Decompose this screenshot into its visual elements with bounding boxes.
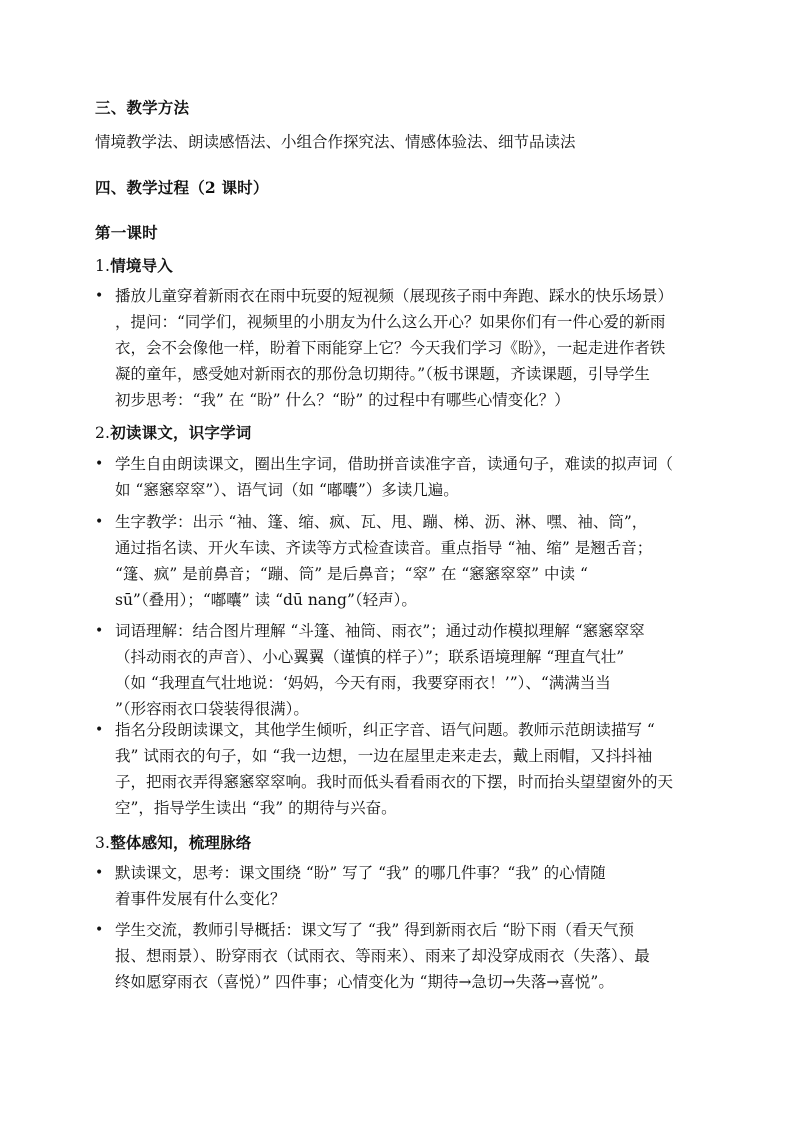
text-line: 播放儿童穿着新雨衣在雨中玩耍的短视频（展现孩子雨中奔跑、踩水的快乐场景） [115,287,674,305]
section-heading-teaching-methods: 三、教学方法 [95,98,190,117]
part-number: 2. [95,424,111,442]
text-line: 着事件发展有什么变化？ [115,890,286,908]
text-line: 通过指名读、开火车读、齐读等方式检查读音。重点指导 “袖、缩” 是翘舌音； [115,539,653,557]
text-line: 学生交流，教师引导概括：课文写了 “我” 得到新雨衣后 “盼下雨（看天气预 [115,921,635,939]
text-line: 学生自由朗读课文，圈出生字词，借助拼音读准字音，读通句子，难读的拟声词（ [115,455,674,473]
section-heading-teaching-process: 四、教学过程（2 课时） [95,178,269,197]
teaching-methods-list: 情境教学法、朗读感悟法、小组合作探究法、情感体验法、细节品读法 [95,133,576,151]
text-line: 终如愿穿雨衣（喜悦）” 四件事；心情变化为 “期待→急切→失落→喜悦”。 [115,973,614,991]
text-line: 如 “窸窸窣窣”）、语气词（如 “嘟囔”）多读几遍。 [115,481,459,499]
part-heading-2 [95,421,252,443]
lesson-title: 第一课时 [95,223,158,242]
text-line: 衣，会不会像他一样，盼着下雨能穿上它？今天我们学习《盼》，一起走进作者铁 [115,339,666,357]
part-title: 整体感知，梳理脉络 [110,833,252,852]
bullet-icon: • [95,865,104,881]
bullet-icon: • [95,922,104,938]
bullet-icon: • [95,288,104,304]
text-line: （抖动雨衣的声音）、小心翼翼（谨慎的样子）”；联系语境理解 “理直气壮” [115,648,625,666]
text-line: 生字教学：出示 “袖、篷、缩、疯、瓦、甩、蹦、梯、沥、淋、嘿、袖、筒”， [115,513,648,531]
text-line: 报、想雨景）、盼穿雨衣（试雨衣、等雨来）、雨来了却没穿成雨衣（失落）、最 [115,947,650,965]
text-line: 子，把雨衣弄得窸窸窣窣响。我时而低头看看雨衣的下摆，时而抬头望望窗外的天 [115,773,674,791]
bullet-icon: • [95,623,104,639]
part-heading-1 [95,254,173,276]
text-line: sū”（叠用）；“嘟囔” 读 “dū nang”（轻声）。 [115,591,417,609]
text-line: ，提问：“同学们，视频里的小朋友为什么这么开心？如果你们有一件心爱的新雨 [115,313,666,331]
text-line: 我” 试雨衣的句子，如 “我一边想，一边在屋里走来走去，戴上雨帽，又抖抖袖 [115,747,653,765]
part-heading-3 [95,831,252,853]
bullet-icon: • [95,722,104,738]
text-line: 凝的童年，感受她对新雨衣的那份急切期待。”（板书课题，齐读课题，引导学生 [115,365,650,383]
text-line: ”（形容雨衣口袋装得很满）。 [115,700,309,718]
text-line: 空”，指导学生读出 “我” 的期待与兴奋。 [115,799,397,817]
part-number: 1. [95,257,111,275]
bullet-icon: • [95,514,104,530]
part-title: 初读课文，识字学词 [110,423,252,442]
text-line: “篷、疯” 是前鼻音；“蹦、筒” 是后鼻音；“窣” 在 “窸窸窣窣” 中读 “ [115,565,588,583]
part-title: 情境导入 [110,256,174,275]
text-line: 指名分段朗读课文，其他学生倾听，纠正字音、语气问题。教师示范朗读描写 “ [115,721,655,739]
text-line: 默读课文，思考：课文围绕 “盼” 写了 “我” 的哪几件事？“我” 的心情随 [115,864,606,882]
text-line: （如 “我理直气壮地说：‘妈妈，今天有雨，我要穿雨衣！’”）、“满满当当 [115,674,611,692]
text-line: 词语理解：结合图片理解 “斗篷、袖筒、雨衣”；通过动作模拟理解 “窸窸窣窣 [115,622,645,640]
bullet-icon: • [95,456,104,472]
text-line: 初步思考：“我” 在 “盼” 什么？“盼” 的过程中有哪些心情变化？） [115,391,570,409]
part-number: 3. [95,834,111,852]
